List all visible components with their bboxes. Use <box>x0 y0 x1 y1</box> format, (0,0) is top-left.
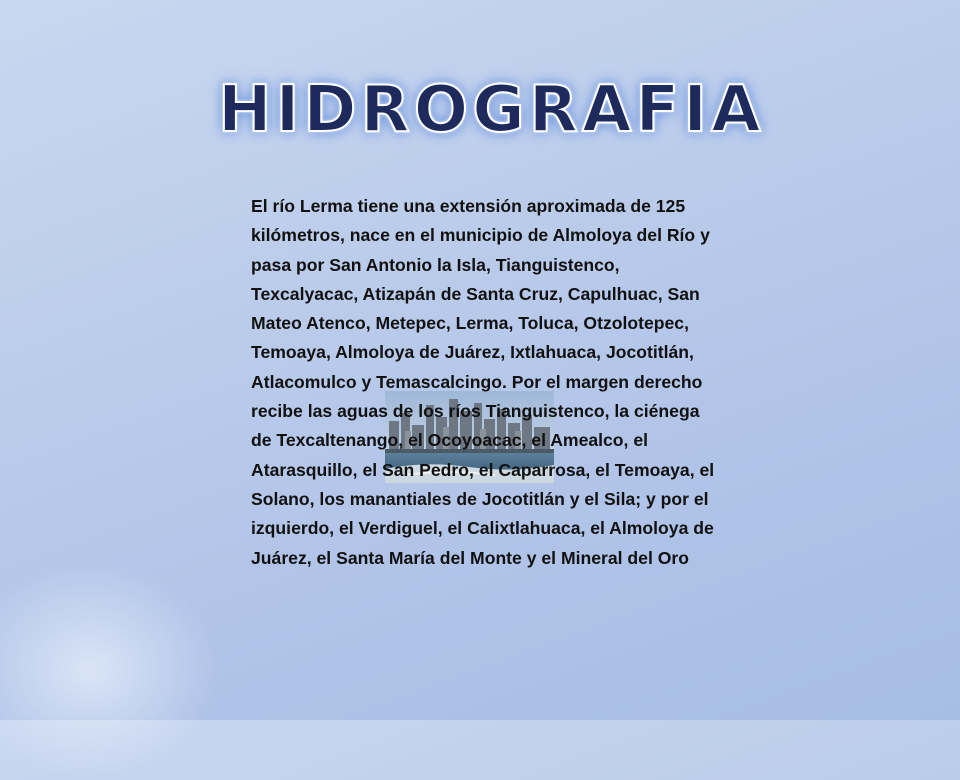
background-glow <box>0 560 220 780</box>
body-paragraph: El río Lerma tiene una extensión aproximada de 125 kilómetros, nace en el municipio de Almoloya del Río y pasa por San Antonio la Isla, Tianguistenco, Texcalyacac, Atizapán de Santa Cruz, Capulhuac, San Mateo Atenco, Metepec, Lerma, Toluca, Otzolotepec, Temoaya, Almoloya de Juárez, Ixtlahuaca, Jocotitlán, Atlacomulco y Temascalcingo. Por el margen derecho recibe las aguas de los ríos Tianguistenco, la ciénega de Texcaltenango, el Ocoyoacac, el Amealco, el Atarasquillo, el San Pedro, el Caparrosa, el Temoaya, el Solano, los manantiales de Jocotitlán y el Sila; y por el izquierdo, el Verdiguel, el Calixtlahuaca, el Almoloya de Juárez, el Santa María del Monte y el Mineral del Oro <box>251 196 715 568</box>
slide-title: HIDROGRAFIA <box>218 73 765 147</box>
